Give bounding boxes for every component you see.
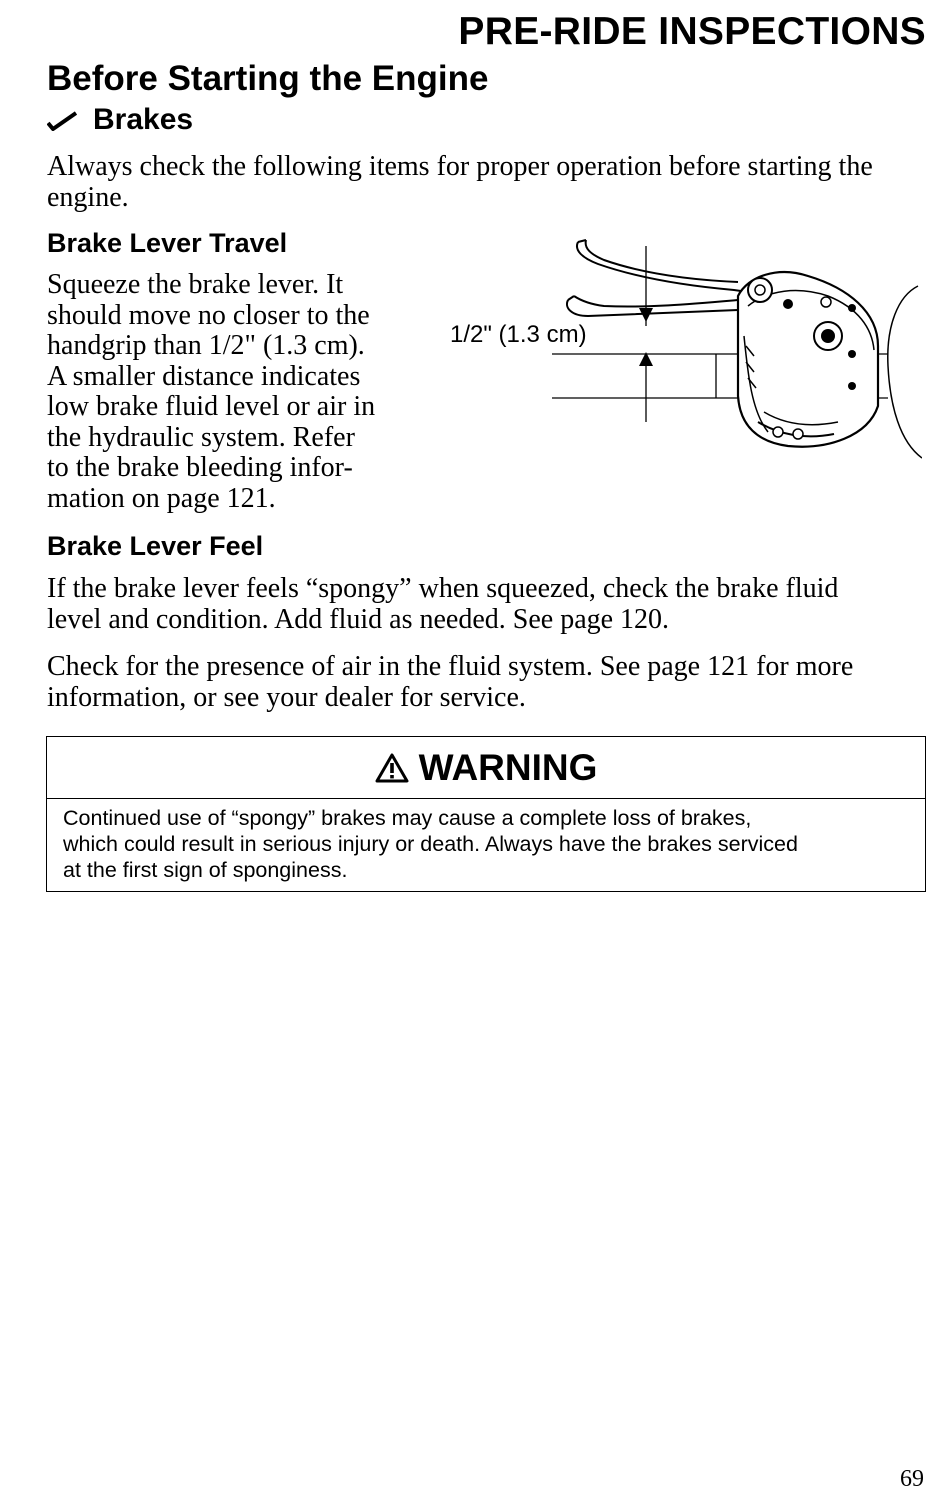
warning-text xyxy=(47,799,925,883)
text-line: Squeeze the brake lever. It xyxy=(47,269,344,300)
text-line: to the brake bleeding infor- xyxy=(47,452,353,483)
page-number: 69 xyxy=(900,1466,924,1492)
brake-lever-feel-heading: Brake Lever Feel xyxy=(47,531,264,561)
intro-paragraph: Always check the following items for proper operation before starting the engine. xyxy=(47,151,873,213)
text-line: Check for the presence of air in the fluid system. See page 121 for more xyxy=(47,651,854,682)
text-line: low brake fluid level or air in xyxy=(47,391,376,422)
text-line: mation on page 121. xyxy=(47,482,276,514)
warning-header xyxy=(47,737,925,799)
brakes-subheading xyxy=(47,103,193,137)
text-line: information, or see your dealer for service. xyxy=(47,682,526,713)
text-line: should move no closer to the xyxy=(47,299,370,331)
warning-box xyxy=(46,736,926,892)
checkmark-icon xyxy=(47,109,77,131)
text-line: If the brake lever feels “spongy” when squeezed, check the brake fluid xyxy=(47,573,839,604)
text-line: level and condition. Add fluid as needed. See page 120. xyxy=(47,604,670,635)
page-title: Before Starting the Engine xyxy=(47,59,489,98)
text-line: at the first sign of sponginess. xyxy=(63,858,348,882)
text-line: handgrip than 1/2" (1.3 cm). xyxy=(47,330,365,361)
text-line: the hydraulic system. Refer xyxy=(47,421,355,453)
text-line: which could result in serious injury or death. Always have the brakes serviced xyxy=(63,832,798,856)
brakes-subheading-label: Brakes xyxy=(93,103,194,136)
lever-feel-paragraph-1 xyxy=(47,573,927,635)
measurement-label: 1/2" (1.3 cm) xyxy=(450,321,587,348)
text-line: A smaller distance indicates xyxy=(47,360,361,392)
lever-travel-paragraph xyxy=(47,270,407,514)
warning-triangle-icon xyxy=(375,753,409,783)
section-header: PRE-RIDE INSPECTIONS xyxy=(458,10,926,53)
text-line: Continued use of “spongy” brakes may cause a complete loss of brakes, xyxy=(63,806,752,830)
brake-lever-travel-heading: Brake Lever Travel xyxy=(47,228,288,258)
lever-feel-paragraph-2 xyxy=(47,651,927,713)
brake-lever-diagram xyxy=(448,236,922,462)
warning-title: WARNING xyxy=(418,746,598,788)
